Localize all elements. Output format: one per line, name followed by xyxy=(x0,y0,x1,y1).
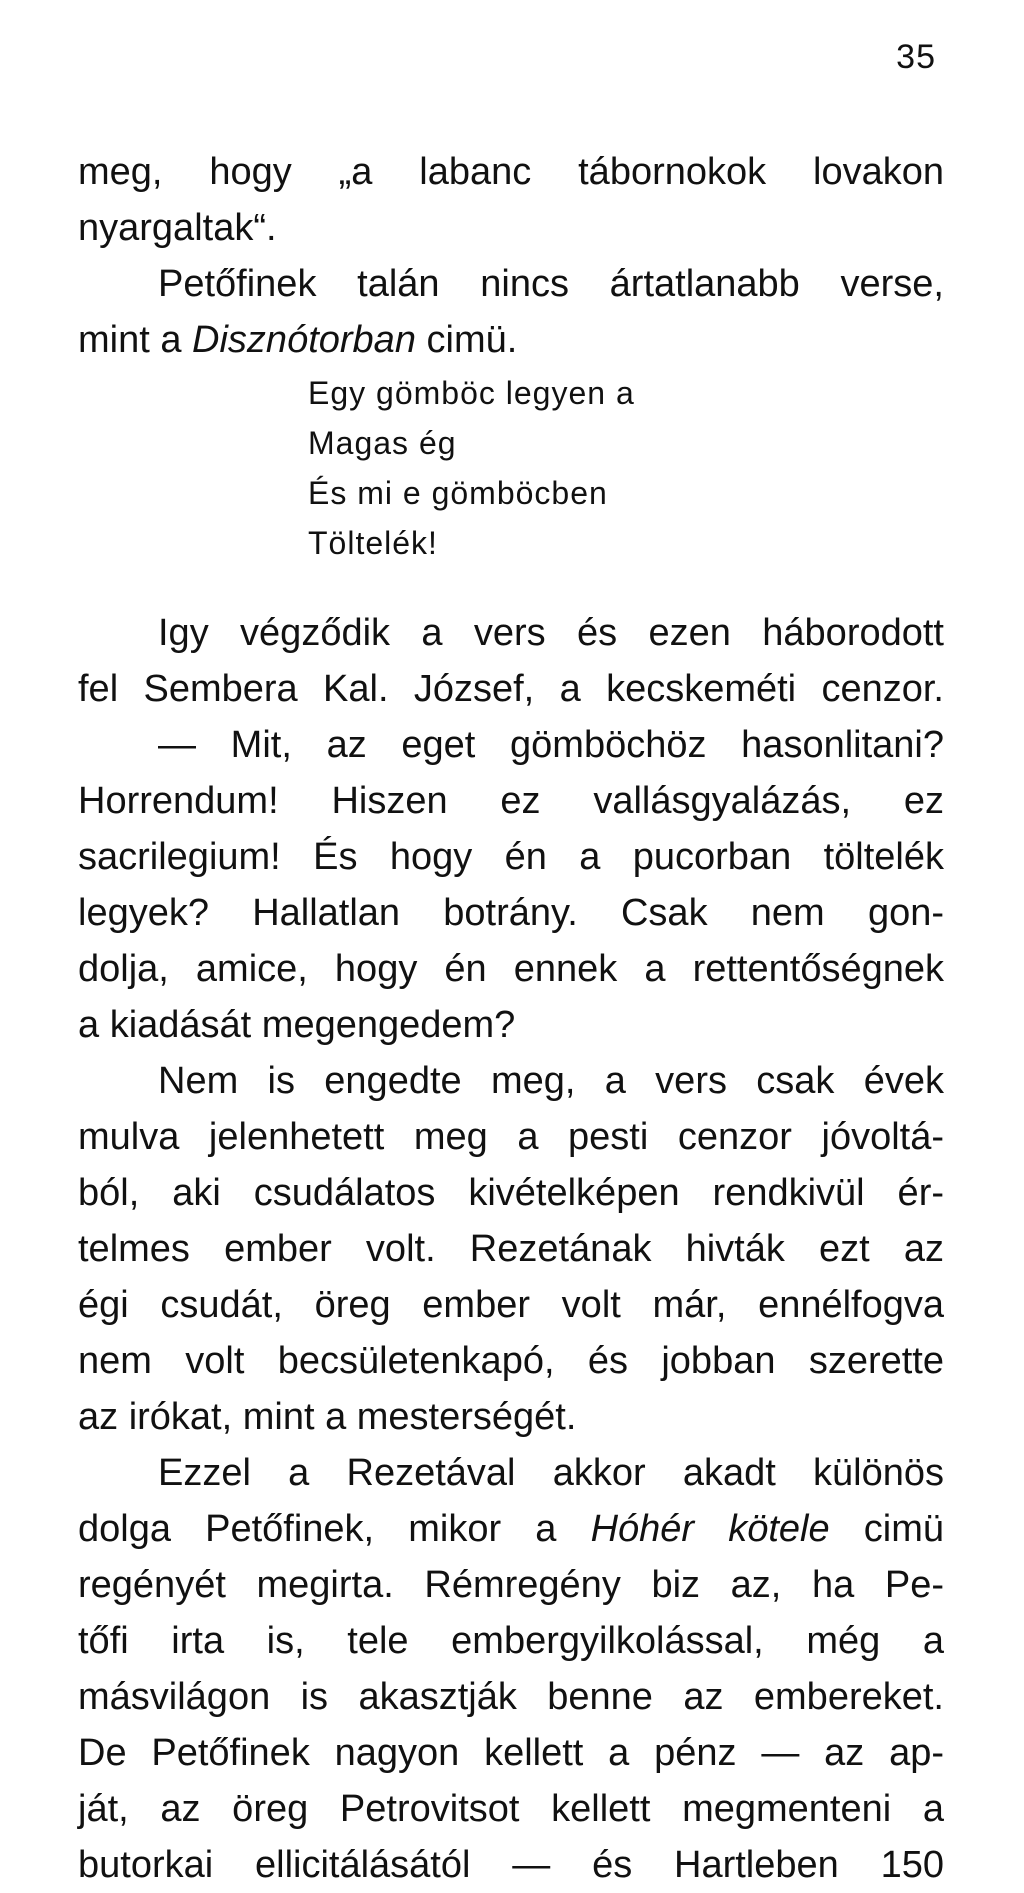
poem-line: Egy gömböc legyen a xyxy=(308,375,635,411)
text-span: mint a xyxy=(78,319,193,361)
italic-title: Disznótorban xyxy=(192,319,416,361)
text-line: Igy végződik a vers és ezen háborodott xyxy=(158,612,944,654)
text-line: Horrendum! Hiszen ez vallásgyalázás, ez xyxy=(78,780,944,822)
italic-title: Hóhér kötele xyxy=(590,1508,830,1550)
text-line: sacrilegium! És hogy én a pucorban töltelék xyxy=(78,836,944,878)
text-line: másvilágon is akasztják benne az embereket. xyxy=(78,1676,944,1718)
poem-line: Magas ég xyxy=(308,425,457,461)
body-text xyxy=(78,605,944,1893)
text-line: meg, hogy „a labanc tábornokok lovakon xyxy=(78,151,944,193)
poem-line: Töltelék! xyxy=(308,525,438,561)
text-line: ját, az öreg Petrovitsot kellett megmenteni a xyxy=(78,1788,944,1830)
text-line: legyek? Hallatlan botrány. Csak nem gon- xyxy=(78,892,944,934)
text-line xyxy=(78,1501,944,1557)
poem-line: És mi e gömböcben xyxy=(308,475,608,511)
text-line: butorkai ellicitálásától — és Hartleben 150 xyxy=(78,1844,944,1886)
text-line: — Mit, az eget gömböchöz hasonlitani? xyxy=(158,724,944,766)
text-span: cimü. xyxy=(415,319,518,361)
text-line: nyargaltak“. xyxy=(78,207,277,249)
opening-text xyxy=(78,144,944,368)
text-line: telmes ember volt. Rezetának hivták ezt az xyxy=(78,1228,944,1270)
text-line: Petőfinek talán nincs ártatlanabb verse, xyxy=(158,263,944,305)
text-span: dolga Petőfinek, mikor a xyxy=(78,1508,591,1550)
poem-quote xyxy=(308,368,635,568)
text-span: cimü xyxy=(829,1508,944,1550)
text-line: fel Sembera Kal. József, a kecskeméti cenzor. xyxy=(78,668,944,710)
text-line: égi csudát, öreg ember volt már, ennélfogva xyxy=(78,1284,944,1326)
text-line: Nem is engedte meg, a vers csak évek xyxy=(158,1060,944,1102)
text-line: dolja, amice, hogy én ennek a rettentőségnek xyxy=(78,948,944,990)
page-number: 35 xyxy=(896,38,936,76)
text-line: De Petőfinek nagyon kellett a pénz — az ap- xyxy=(78,1732,944,1774)
text-line: regényét megirta. Rémregény biz az, ha Pe- xyxy=(78,1564,944,1606)
text-line: tőfi irta is, tele embergyilkolással, még a xyxy=(78,1620,944,1662)
text-line: ból, aki csudálatos kivételképen rendkivül ér- xyxy=(78,1172,944,1214)
text-line: az irókat, mint a mesterségét. xyxy=(78,1396,577,1438)
text-line: Ezzel a Rezetával akkor akadt különös xyxy=(158,1452,944,1494)
text-line: a kiadását megengedem? xyxy=(78,1004,516,1046)
text-line xyxy=(78,312,944,368)
text-line: nem volt becsületenkapó, és jobban szerette xyxy=(78,1340,944,1382)
text-line: mulva jelenhetett meg a pesti cenzor jóvoltá- xyxy=(78,1116,944,1158)
